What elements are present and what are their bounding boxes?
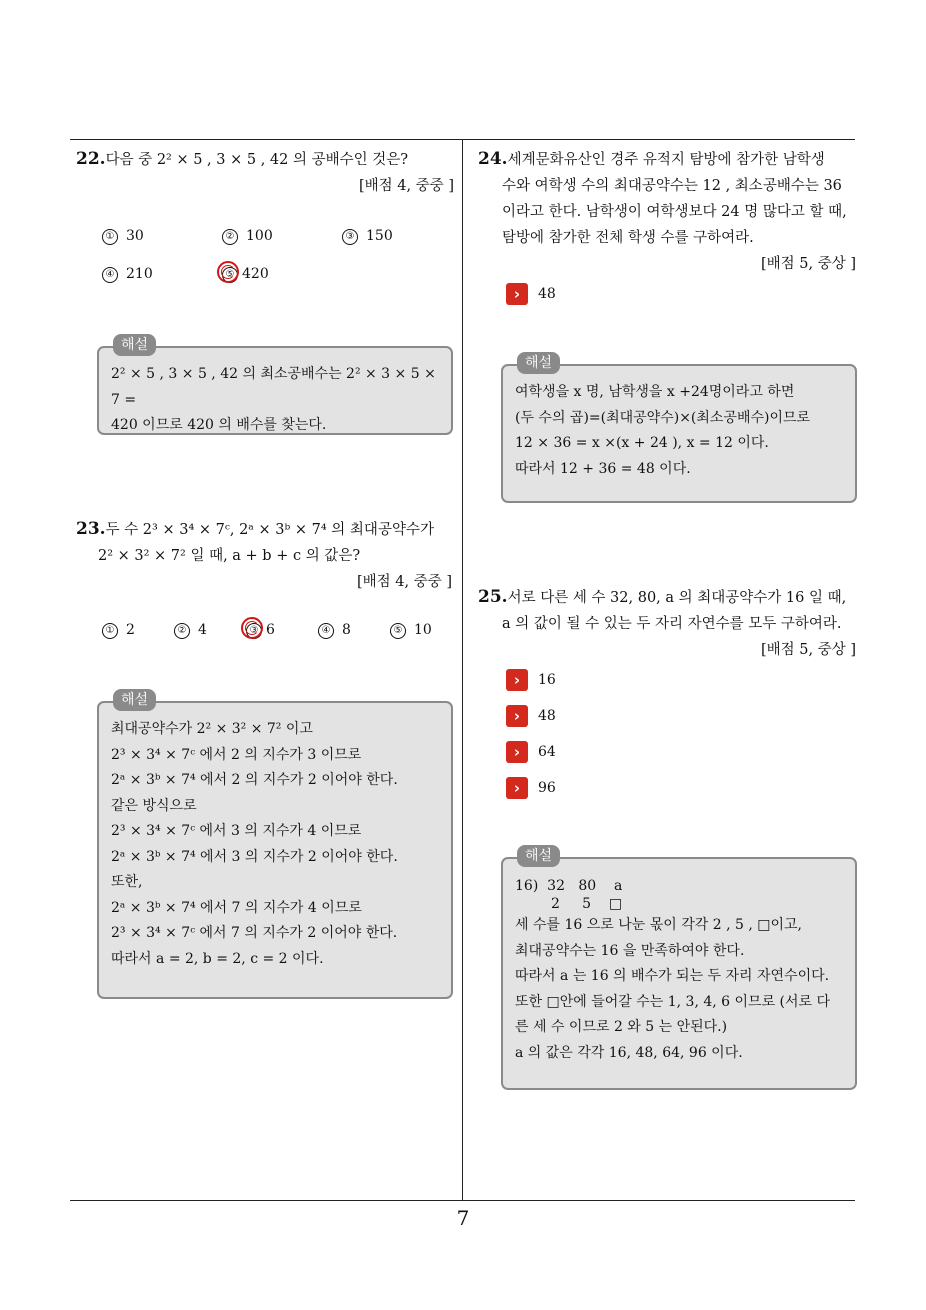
q22-choice-3[interactable] bbox=[342, 228, 393, 245]
chevron-right-icon: › bbox=[506, 669, 528, 691]
q22-score: [배점 4, 중중 ] bbox=[358, 178, 454, 194]
q25-question-line-1: 서로 다른 세 수 32, 80, a 의 최대공약수가 16 일 때, bbox=[507, 590, 847, 606]
circled-3-icon: ③ bbox=[342, 229, 358, 245]
q25-answer-4 bbox=[506, 776, 556, 812]
q24-score: [배점 5, 중상 ] bbox=[760, 256, 856, 272]
q22-choice-5[interactable] bbox=[222, 266, 269, 283]
q23-explain-line-1: 최대공약수가 2² × 3² × 7² 이고 bbox=[111, 721, 313, 737]
q23-score: [배점 4, 중중 ] bbox=[356, 574, 452, 590]
q22-title bbox=[76, 146, 454, 173]
q22-explanation-box bbox=[97, 337, 453, 435]
q24-title bbox=[478, 146, 860, 173]
q23-explain-line-8: 2ᵃ × 3ᵇ × 7⁴ 에서 7 의 지수가 4 이므로 bbox=[111, 899, 362, 916]
q25-explain-line-3: 따라서 a 는 16 의 배수가 되는 두 자리 자연수이다. bbox=[515, 968, 830, 984]
q25-score: [배점 5, 중상 ] bbox=[760, 642, 856, 658]
q23-explain-line-4: 같은 방식으로 bbox=[111, 797, 197, 814]
q25-explain-line-1: 세 수를 16 으로 나눈 몫이 각각 2 , 5 , □이고, bbox=[515, 917, 802, 933]
q23-choice-3[interactable] bbox=[246, 622, 275, 639]
q25-explanation-tag: 해설 bbox=[517, 845, 560, 867]
q23-choice-5[interactable] bbox=[390, 622, 432, 639]
q24-question-line-4: 탐방에 참가한 전체 학생 수를 구하여라. bbox=[502, 230, 754, 246]
q24-answers bbox=[506, 282, 556, 318]
q23-choice-2-value: 4 bbox=[198, 622, 207, 638]
q23-explain-line-7: 또한, bbox=[111, 874, 143, 890]
q25-question-line-2: a 의 값이 될 수 있는 두 자리 자연수를 모두 구하여라. bbox=[502, 616, 842, 632]
q24-explain-line-2: (두 수의 곱)=(최대공약수)×(최소공배수)이므로 bbox=[515, 409, 811, 426]
q22-choice-2-value: 100 bbox=[246, 228, 273, 244]
q22-question: 다음 중 2² × 5 , 3 × 5 , 42 의 공배수인 것은? bbox=[105, 152, 409, 168]
q25-division-row-2: 2 5 □ bbox=[551, 896, 623, 912]
question-23 bbox=[76, 516, 456, 595]
q23-title bbox=[76, 516, 456, 543]
q23-choice-5-value: 10 bbox=[414, 622, 432, 638]
q25-answer-value: 48 bbox=[538, 708, 556, 724]
q23-explain-line-9: 2³ × 3⁴ × 7ᶜ 에서 7 의 지수가 2 이어야 한다. bbox=[111, 925, 398, 941]
q25-division-row-1: 16) 32 80 a bbox=[515, 878, 623, 894]
circled-2-icon: ② bbox=[222, 229, 238, 245]
q23-choice-2[interactable] bbox=[174, 622, 207, 639]
chevron-right-icon: › bbox=[506, 777, 528, 799]
q22-choices bbox=[102, 228, 452, 288]
circled-2-icon: ② bbox=[174, 623, 190, 639]
q24-question-line-3: 이라고 한다. 남학생이 여학생보다 24 명 많다고 할 때, bbox=[502, 204, 847, 220]
q23-explain-line-2: 2³ × 3⁴ × 7ᶜ 에서 2 의 지수가 3 이므로 bbox=[111, 746, 362, 763]
question-25 bbox=[478, 584, 860, 663]
q23-question-line-2: 2² × 3² × 7² 일 때, a + b + c 의 값은? bbox=[98, 548, 361, 564]
q25-answers bbox=[506, 668, 556, 812]
q23-choice-1-value: 2 bbox=[126, 622, 135, 638]
q23-question-line-1: 두 수 2³ × 3⁴ × 7ᶜ, 2ᵃ × 3ᵇ × 7⁴ 의 최대공약수가 bbox=[105, 522, 434, 538]
q25-answer-1 bbox=[506, 668, 556, 704]
q23-choices bbox=[102, 622, 452, 646]
answer-mark-icon bbox=[217, 261, 239, 283]
q24-explain-line-4: 따라서 12 + 36 = 48 이다. bbox=[515, 460, 691, 477]
q24-question-line-1: 세계문화유산인 경주 유적지 탐방에 참가한 남학생 bbox=[507, 152, 825, 168]
q22-number: 22. bbox=[76, 149, 106, 169]
answer-mark-icon bbox=[241, 617, 263, 639]
q25-title bbox=[478, 584, 860, 611]
q22-choice-1[interactable] bbox=[102, 228, 144, 245]
q24-answer-value: 48 bbox=[538, 286, 556, 302]
chevron-right-icon: › bbox=[506, 705, 528, 727]
q23-choice-1[interactable] bbox=[102, 622, 135, 639]
q23-explain-line-10: 따라서 a = 2, b = 2, c = 2 이다. bbox=[111, 950, 324, 967]
question-22 bbox=[76, 146, 454, 199]
q22-choice-5-value: 420 bbox=[242, 266, 269, 282]
chevron-right-icon: › bbox=[506, 741, 528, 763]
q23-explanation-box bbox=[97, 692, 453, 999]
q23-choice-4[interactable] bbox=[318, 622, 351, 639]
q24-explanation-tag: 해설 bbox=[517, 352, 560, 374]
q23-explanation-tag: 해설 bbox=[113, 689, 156, 711]
circled-3-icon: ③ bbox=[246, 623, 262, 639]
q23-explain-line-5: 2³ × 3⁴ × 7ᶜ 에서 3 의 지수가 4 이므로 bbox=[111, 823, 362, 839]
q22-choice-2[interactable] bbox=[222, 228, 273, 245]
circled-4-icon: ④ bbox=[318, 623, 334, 639]
circled-5-icon: ⑤ bbox=[390, 623, 406, 639]
q24-explanation-box bbox=[501, 355, 857, 503]
q23-choice-4-value: 8 bbox=[342, 622, 351, 638]
q23-explain-line-6: 2ᵃ × 3ᵇ × 7⁴ 에서 3 의 지수가 2 이어야 한다. bbox=[111, 848, 398, 865]
q23-explain-line-3: 2ᵃ × 3ᵇ × 7⁴ 에서 2 의 지수가 2 이어야 한다. bbox=[111, 772, 398, 788]
q25-number: 25. bbox=[478, 587, 508, 607]
q24-number: 24. bbox=[478, 149, 508, 169]
circled-4-icon: ④ bbox=[102, 267, 118, 283]
q22-explain-line-1: 2² × 5 , 3 × 5 , 42 의 최소공배수는 2² × 3 × 5 × 7 = bbox=[111, 366, 436, 408]
question-24 bbox=[478, 146, 860, 277]
column-divider bbox=[462, 139, 463, 1201]
q25-explain-line-2: 최대공약수는 16 을 만족하여야 한다. bbox=[515, 942, 745, 959]
q24-explain-line-3: 12 × 36 = x ×(x + 24 ), x = 12 이다. bbox=[515, 435, 769, 451]
q25-answer-3 bbox=[506, 740, 556, 776]
circled-1-icon: ① bbox=[102, 229, 118, 245]
q25-explain-line-6: a 의 값은 각각 16, 48, 64, 96 이다. bbox=[515, 1044, 743, 1061]
q25-explain-line-4: 또한 □안에 들어갈 수는 1, 3, 4, 6 이므로 (서로 다 bbox=[515, 993, 831, 1010]
circled-5-icon: ⑤ bbox=[222, 267, 238, 283]
chevron-right-icon: › bbox=[506, 283, 528, 305]
q24-answer-1 bbox=[506, 282, 556, 318]
q22-explanation-tag: 해설 bbox=[113, 334, 156, 356]
q25-answer-value: 64 bbox=[538, 744, 556, 760]
q25-explanation-box bbox=[501, 848, 857, 1090]
q22-explain-line-2: 420 이므로 420 의 배수를 찾는다. bbox=[111, 417, 327, 433]
q24-explain-line-1: 여학생을 x 명, 남학생을 x +24명이라고 하면 bbox=[515, 384, 795, 400]
q24-question-line-2: 수와 여학생 수의 최대공약수는 12 , 최소공배수는 36 bbox=[502, 178, 842, 194]
q22-choice-1-value: 30 bbox=[126, 228, 144, 244]
q23-number: 23. bbox=[76, 519, 106, 539]
q25-answer-value: 16 bbox=[538, 672, 556, 688]
bottom-rule bbox=[70, 1200, 855, 1201]
q22-choice-4[interactable] bbox=[102, 266, 153, 283]
q25-answer-2 bbox=[506, 704, 556, 740]
page-number: 7 bbox=[456, 1206, 470, 1230]
q25-answer-value: 96 bbox=[538, 780, 556, 796]
q25-explain-line-5: 른 세 수 이므로 2 와 5 는 안된다.) bbox=[515, 1019, 728, 1035]
q23-choice-3-value: 6 bbox=[266, 622, 275, 638]
circled-1-icon: ① bbox=[102, 623, 118, 639]
q22-choice-3-value: 150 bbox=[366, 228, 393, 244]
q22-choice-4-value: 210 bbox=[126, 266, 153, 282]
